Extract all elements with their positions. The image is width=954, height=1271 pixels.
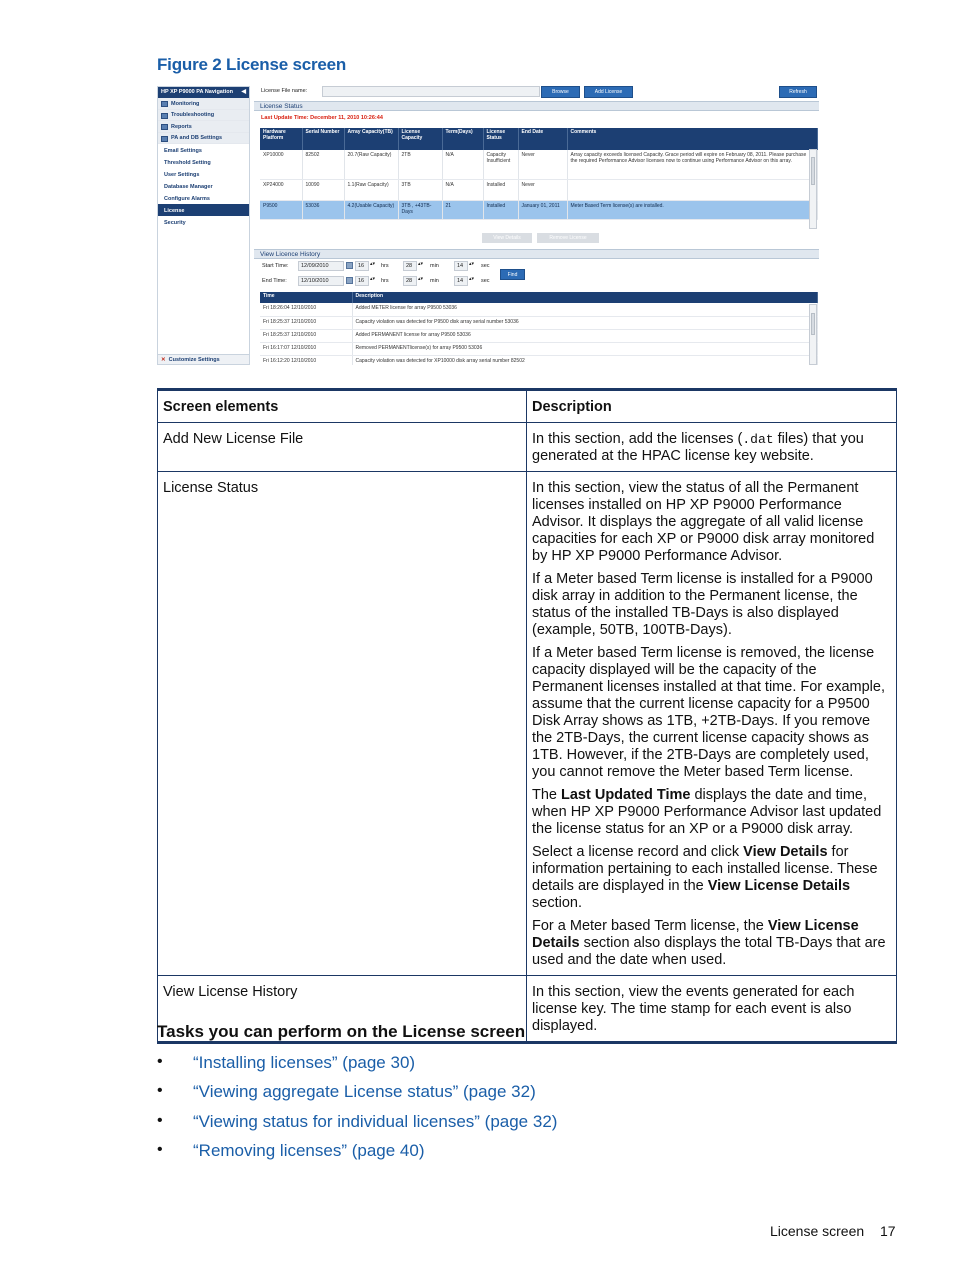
col-header-description: Description: [527, 390, 897, 423]
license-status-section: License Status: [254, 101, 819, 111]
start-time-label: Start Time:: [262, 263, 289, 269]
stepper-icon[interactable]: ▴▾: [370, 261, 376, 267]
table-cell: XP24000: [260, 179, 302, 200]
start-hrs-input[interactable]: 16: [355, 261, 369, 271]
find-button[interactable]: Find: [500, 269, 525, 280]
task-link-label[interactable]: “Removing licenses” (page 40): [193, 1141, 425, 1161]
nav-item-label: Security: [164, 219, 186, 226]
desc-paragraph: If a Meter based Term license is removed, the license capacity displayed will be the capacity of the Permanent licenses installed at that time. For example, assume that the current license capacity for a P9500 Disk Array shows as 1TB, +2TB-Days. If you remove the 2TB-Days, the current license capacity shows as 1TB. However, if the 2TB-Days are completely used, you cannot remove the Meter based Term license.: [532, 645, 885, 780]
desc-text: The: [532, 787, 562, 803]
task-link-removing-licenses[interactable]: [157, 1141, 557, 1170]
table-cell: Installed: [483, 200, 518, 219]
table-cell: Added METER license for array P9500 53036: [352, 303, 818, 316]
col-header[interactable]: Description: [352, 292, 818, 303]
min-label: min: [430, 278, 439, 284]
table-cell: Fri 16:12:20 12/10/2010: [260, 355, 352, 365]
nav-item-label: Threshold Setting: [164, 159, 211, 166]
history-header-row: [260, 292, 818, 303]
add-license-button[interactable]: Add License: [584, 86, 633, 98]
calendar-icon[interactable]: [346, 262, 353, 269]
tools-icon: ✕: [161, 357, 166, 363]
desc-paragraph: In this section, view the status of all the Permanent licenses installed on HP XP P9000 Performance Advisor. It displays the aggregate of all valid license capacities for each XP or P9000 disk array monitored by HP XP P9000 Performance Advisor.: [532, 480, 875, 564]
view-license-history-section: View Licence History: [254, 249, 819, 259]
bullet: •: [157, 1053, 163, 1070]
element-name: License Status: [158, 472, 527, 976]
desc-text: For a Meter based Term license, the: [532, 918, 768, 934]
table-cell: Array capacity exceeds licensed Capacity. Grace period will expire on February 08, 2011. Please purchase the required Performance Advisor licenses now to continue using Performance Advisor on this array.: [567, 150, 818, 179]
nav-item-label: Email Settings: [164, 147, 202, 154]
history-table-scrollbar[interactable]: [809, 304, 817, 365]
table-row-selected[interactable]: [260, 200, 818, 219]
nav-item-label: Troubleshooting: [171, 112, 215, 119]
table-cell: Added PERMANENT license for array P9500 53036: [352, 329, 818, 342]
customize-settings-label: Customize Settings: [168, 357, 220, 363]
desc-text: displays the date and time, when HP XP P9000 Performance Advisor last updated the license status for an XP or a P9000 disk array.: [532, 787, 882, 837]
task-link-viewing-individual-status[interactable]: [157, 1112, 557, 1141]
license-status-header-row: [260, 128, 818, 150]
stepper-icon[interactable]: ▴▾: [418, 261, 424, 267]
nav-item-pa-db-settings[interactable]: [158, 133, 249, 145]
table-row[interactable]: [260, 303, 818, 316]
stepper-icon[interactable]: ▴▾: [418, 276, 424, 282]
table-cell: Removed PERMANENTlicense(s) for array P9500 53036: [352, 342, 818, 355]
desc-text: files) that you generated at the HPAC license key website.: [532, 431, 864, 464]
refresh-button[interactable]: Refresh: [779, 86, 817, 98]
element-description: In this section, view the events generated for each license key. The time stamp for each event is also displayed.: [527, 976, 897, 1043]
nav-item-label: Configure Alarms: [164, 195, 210, 202]
desc-text: Select a license record and click: [532, 844, 744, 860]
table-cell: Fri 18:25:37 12/10/2010: [260, 316, 352, 329]
stepper-icon[interactable]: ▴▾: [370, 276, 376, 282]
hrs-label: hrs: [381, 278, 389, 284]
desc-bold: View Details: [743, 844, 828, 860]
task-link-viewing-aggregate-status[interactable]: [157, 1082, 557, 1111]
col-header[interactable]: Serial Number: [302, 128, 344, 150]
element-description: [527, 472, 897, 976]
view-details-button[interactable]: View Details: [482, 233, 532, 243]
table-cell: 3TB: [398, 179, 442, 200]
table-cell: 53036: [302, 200, 344, 219]
table-cell: Never: [518, 179, 567, 200]
col-header[interactable]: Term(Days): [442, 128, 483, 150]
table-cell: [567, 179, 818, 200]
table-cell: P9500: [260, 200, 302, 219]
stepper-icon[interactable]: ▴▾: [469, 276, 475, 282]
table-cell: XP10000: [260, 150, 302, 179]
task-link-installing-licenses[interactable]: [157, 1053, 557, 1082]
col-header[interactable]: End Date: [518, 128, 567, 150]
license-screen-screenshot: [157, 86, 819, 365]
col-header[interactable]: Comments: [567, 128, 818, 150]
nav-item-label: License: [164, 207, 185, 214]
table-cell: Fri 18:25:37 12/10/2010: [260, 329, 352, 342]
end-date-input[interactable]: 12/10/2010: [298, 276, 344, 286]
task-link-label[interactable]: “Viewing aggregate License status” (page 32): [193, 1082, 536, 1102]
table-row: [158, 472, 897, 976]
sec-label: sec: [481, 263, 490, 269]
task-link-label[interactable]: “Installing licenses” (page 30): [193, 1053, 416, 1072]
table-cell: 2TB: [398, 150, 442, 179]
desc-code: .dat: [742, 432, 774, 447]
element-name: Add New License File: [158, 423, 527, 472]
tasks-heading: Tasks you can perform on the License screen: [157, 1022, 526, 1041]
element-name: View License History: [158, 976, 527, 1043]
col-header[interactable]: Time: [260, 292, 352, 303]
nav-item-configure-alarms[interactable]: [158, 192, 249, 204]
nav-item-label: User Settings: [164, 171, 200, 178]
table-cell: Installed: [483, 179, 518, 200]
bullet: •: [157, 1111, 163, 1129]
min-label: min: [430, 263, 439, 269]
end-hrs-input[interactable]: 16: [355, 276, 369, 286]
desc-paragraph: If a Meter based Term license is installed for a P9000 disk array in addition to the Permanent license, the status of the installed TB-Days is also displayed (example, 50TB, 100TB-Days).: [532, 571, 873, 638]
collapse-icon[interactable]: ◀: [241, 89, 246, 95]
customize-settings-item[interactable]: [158, 354, 249, 364]
table-cell: 1.1(Raw Capacity): [344, 179, 398, 200]
bullet: •: [157, 1141, 163, 1159]
desc-paragraph: [532, 918, 891, 969]
nav-item-database-manager[interactable]: [158, 180, 249, 192]
license-history-table: [260, 292, 818, 365]
table-cell: 3TB , +43TB-Days: [398, 200, 442, 219]
nav-item-label: PA and DB Settings: [171, 135, 223, 142]
calendar-icon[interactable]: [346, 277, 353, 284]
table-row[interactable]: [260, 316, 818, 329]
nav-item-threshold-setting[interactable]: [158, 156, 249, 168]
nav-item-label: Reports: [171, 123, 192, 130]
end-time-label: End Time:: [262, 278, 287, 284]
last-update-time: Last Update Time: December 11, 2010 10:26:44: [261, 115, 383, 121]
table-row[interactable]: [260, 179, 818, 200]
table-cell: Capacity violation was detected for P9500 disk array serial number 53036: [352, 316, 818, 329]
nav-item-email-settings[interactable]: [158, 144, 249, 156]
desc-text: section.: [532, 895, 582, 911]
reports-icon: [161, 124, 168, 130]
table-cell: Fri 16:17:07 12/10/2010: [260, 342, 352, 355]
desc-text: In this section, add the licenses (: [532, 431, 743, 447]
table-cell: 20.7(Raw Capacity): [344, 150, 398, 179]
table-cell: Never: [518, 150, 567, 179]
table-row: [158, 423, 897, 472]
start-min-input[interactable]: 28: [403, 261, 417, 271]
col-header-screen-elements: Screen elements: [158, 390, 527, 423]
table-cell: Meter Based Term license(s) are installed.: [567, 200, 818, 219]
col-header[interactable]: License Capacity: [398, 128, 442, 150]
table-header-row: [158, 390, 897, 423]
table-cell: 21: [442, 200, 483, 219]
element-description: [527, 423, 897, 472]
table-row[interactable]: [260, 150, 818, 179]
screen-elements-table: [157, 388, 897, 1044]
task-list: [157, 1053, 557, 1171]
table-row[interactable]: [260, 355, 818, 365]
hrs-label: hrs: [381, 263, 389, 269]
license-file-input[interactable]: [322, 86, 540, 97]
nav-item-label: Monitoring: [171, 100, 200, 107]
desc-bold: View License Details: [532, 918, 859, 951]
desc-paragraph: [532, 787, 891, 838]
table-cell: Capacity Insufficient: [483, 150, 518, 179]
navigation-header-label: HP XP P9000 PA Navigation: [161, 89, 233, 95]
table-cell: 4.2(Usable Capacity): [344, 200, 398, 219]
license-status-table: [260, 128, 818, 220]
col-header[interactable]: Array Capacity(TB): [344, 128, 398, 150]
desc-text: section also displays the total TB-Days that are used and the date when used.: [532, 935, 886, 968]
sec-label: sec: [481, 278, 490, 284]
stepper-icon[interactable]: ▴▾: [469, 261, 475, 267]
nav-item-reports[interactable]: [158, 121, 249, 133]
table-row[interactable]: [260, 329, 818, 342]
table-cell: January 01, 2011: [518, 200, 567, 219]
start-date-input[interactable]: 12/09/2010: [298, 261, 344, 271]
nav-item-license[interactable]: [158, 204, 249, 216]
nav-item-monitoring[interactable]: [158, 98, 249, 110]
table-cell: Fri 18:26:04 12/10/2010: [260, 303, 352, 316]
col-header[interactable]: License Status: [483, 128, 518, 150]
table-row[interactable]: [260, 342, 818, 355]
end-min-input[interactable]: 28: [403, 276, 417, 286]
navigation-header: [158, 87, 249, 98]
task-link-label[interactable]: “Viewing status for individual licenses” (page 32): [193, 1111, 558, 1131]
desc-bold: View License Details: [707, 878, 851, 894]
table-cell: 82502: [302, 150, 344, 179]
table-cell: N/A: [442, 150, 483, 179]
col-header[interactable]: Hardware Platform: [260, 128, 302, 150]
license-file-label: License File name:: [261, 88, 308, 94]
desc-bold: Last Updated Time: [561, 787, 691, 803]
navigation-panel: [157, 86, 250, 365]
desc-paragraph: [532, 844, 891, 912]
table-cell: Capacity violation was detected for XP10000 disk array serial number 82502: [352, 355, 818, 365]
monitor-icon: [161, 101, 168, 107]
status-table-scrollbar[interactable]: [809, 149, 817, 229]
footer-section-name: License screen: [770, 1223, 865, 1239]
start-sec-input[interactable]: 14: [454, 261, 468, 271]
browse-button[interactable]: Browse: [541, 86, 580, 98]
nav-item-troubleshooting[interactable]: [158, 110, 249, 122]
license-main-panel: [254, 86, 819, 365]
nav-item-user-settings[interactable]: [158, 168, 249, 180]
figure-title: Figure 2 License screen: [157, 55, 347, 74]
settings-icon: [161, 136, 168, 142]
nav-item-security[interactable]: [158, 216, 249, 228]
footer-page-number: 17: [880, 1223, 896, 1239]
table-cell: N/A: [442, 179, 483, 200]
bullet: •: [157, 1082, 163, 1100]
desc-text: for information pertaining to each installed license. These details are displayed in the: [532, 844, 878, 894]
end-sec-input[interactable]: 14: [454, 276, 468, 286]
troubleshoot-icon: [161, 113, 168, 119]
nav-item-label: Database Manager: [164, 183, 213, 190]
table-cell: 10090: [302, 179, 344, 200]
remove-license-button[interactable]: Remove License: [537, 233, 599, 243]
